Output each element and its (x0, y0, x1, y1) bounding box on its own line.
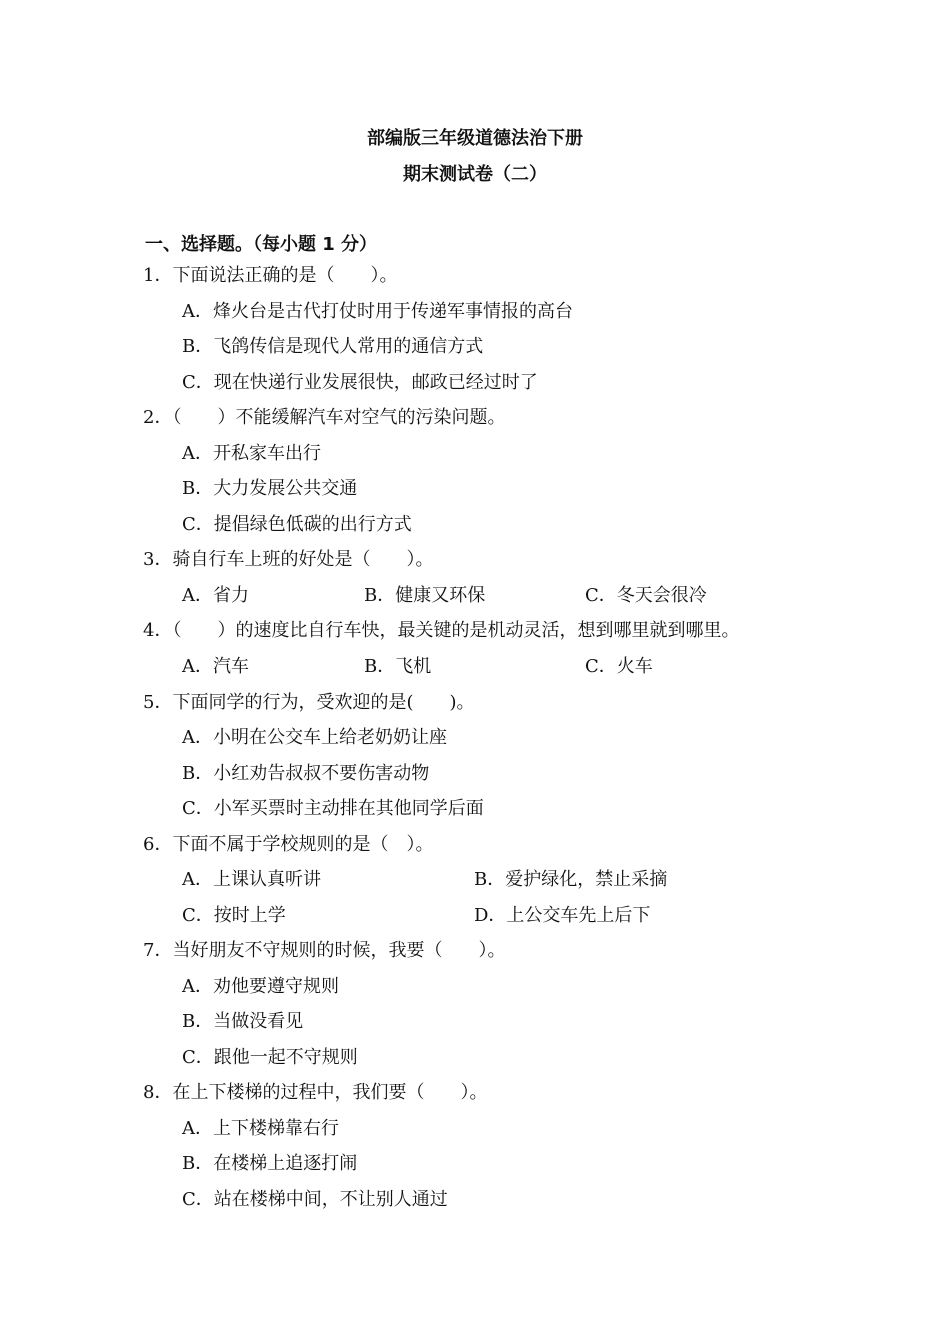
question-stem: 3．骑自行车上班的好处是（ ）。 (143, 549, 434, 570)
question-option: C．跟他一起不守规则 (182, 1047, 358, 1068)
question-option: A．小明在公交车上给老奶奶让座 (182, 727, 447, 748)
question-option: A．劝他要遵守规则 (182, 976, 339, 997)
question-stem: 8．在上下楼梯的过程中，我们要（ ）。 (143, 1082, 488, 1103)
question-option: A．上课认真听讲 (182, 869, 321, 890)
question-stem: 6．下面不属于学校规则的是（ ）。 (143, 834, 434, 855)
document-subtitle: 期末测试卷（二） (403, 164, 547, 185)
question-option: B．在楼梯上追逐打闹 (182, 1153, 358, 1174)
question-option: A．上下楼梯靠右行 (182, 1118, 339, 1139)
question-option: C．小军买票时主动排在其他同学后面 (182, 798, 484, 819)
question-option: B．飞机 (364, 656, 432, 677)
question-option: B．当做没看见 (182, 1011, 304, 1032)
document-title: 部编版三年级道德法治下册 (367, 128, 583, 149)
question-option: B．健康又环保 (364, 585, 486, 606)
question-option: B．大力发展公共交通 (182, 478, 358, 499)
question-stem: 1．下面说法正确的是（ ）。 (143, 265, 398, 286)
question-option: C．按时上学 (182, 905, 286, 926)
question-option: B．小红劝告叔叔不要伤害动物 (182, 763, 430, 784)
question-option: A．烽火台是古代打仗时用于传递军事情报的高台 (182, 301, 573, 322)
question-option: C．火车 (585, 656, 653, 677)
question-stem: 7．当好朋友不守规则的时候，我要（ ）。 (143, 940, 506, 961)
question-stem: 2．（ ）不能缓解汽车对空气的污染问题。 (143, 407, 506, 428)
question-option: B．爱护绿化，禁止采摘 (474, 869, 668, 890)
question-option: B．飞鸽传信是现代人常用的通信方式 (182, 336, 484, 357)
section-heading: 一、选择题。（每小题 1 分） (145, 234, 378, 255)
question-option: A．省力 (182, 585, 249, 606)
question-option: C．现在快递行业发展很快，邮政已经过时了 (182, 372, 538, 393)
question-option: D．上公交车先上后下 (474, 905, 651, 926)
question-option: C．冬天会很冷 (585, 585, 707, 606)
question-option: C．提倡绿色低碳的出行方式 (182, 514, 412, 535)
question-stem: 4．（ ）的速度比自行车快，最关键的是机动灵活，想到哪里就到哪里。 (143, 620, 740, 641)
question-option: A．汽车 (182, 656, 249, 677)
question-stem: 5．下面同学的行为，受欢迎的是( )。 (143, 692, 475, 713)
question-option: C．站在楼梯中间，不让别人通过 (182, 1189, 448, 1210)
question-option: A．开私家车出行 (182, 443, 321, 464)
